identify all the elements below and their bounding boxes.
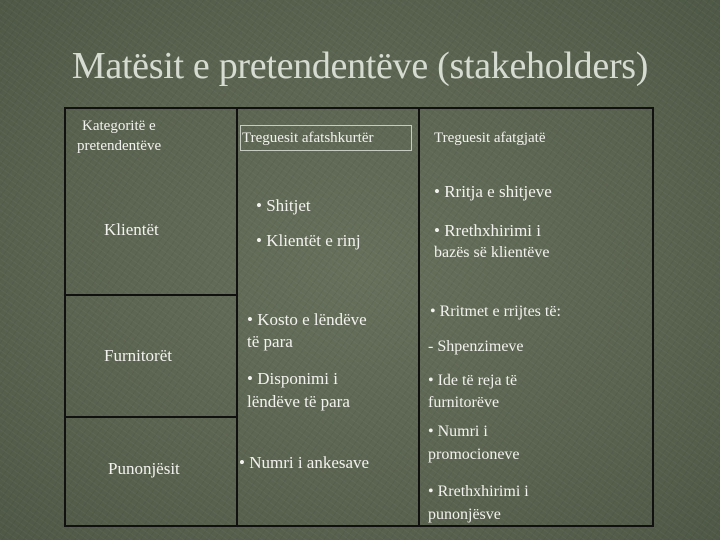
short-term-suppliers-3: • Disponimi i [247, 369, 338, 388]
long-term-employees-1: • Numri i [428, 423, 488, 440]
short-term-suppliers-2: të para [247, 332, 293, 351]
category-employees: Punonjësit [108, 459, 180, 478]
long-term-employees-3: • Rrethxhirimi i [428, 483, 529, 500]
long-term-employees-2: promocioneve [428, 446, 520, 463]
header-short-term: Treguesit afatshkurtër [242, 130, 374, 146]
column-divider-1 [236, 109, 238, 527]
category-suppliers: Furnitorët [104, 346, 172, 365]
long-term-suppliers-1: • Rritmet e rrijtes të: [430, 303, 561, 320]
column-divider-2 [418, 109, 420, 527]
long-term-suppliers-4: furnitorëve [428, 394, 500, 411]
stakeholders-table [64, 107, 654, 527]
short-term-suppliers-1: • Kosto e lëndëve [247, 310, 367, 329]
long-term-clients-3: bazës së klientëve [434, 244, 550, 261]
row-divider-2 [66, 416, 236, 418]
header-long-term: Treguesit afatgjatë [434, 130, 546, 146]
long-term-clients-1: • Rritja e shitjeve [434, 182, 552, 201]
long-term-employees-4: punonjësve [428, 506, 501, 523]
header-category-line-2: pretendentëve [77, 138, 162, 154]
long-term-clients-2: • Rrethxhirimi i [434, 221, 541, 240]
long-term-suppliers-3: • Ide të reja të [428, 372, 518, 389]
short-term-suppliers-4: lëndëve të para [247, 392, 350, 411]
slide-title: Matësit e pretendentëve (stakeholders) [71, 45, 649, 87]
short-term-clients-2: • Klientët e rinj [256, 231, 361, 250]
short-term-clients-1: • Shitjet [256, 196, 311, 215]
row-divider-1 [66, 294, 236, 296]
category-clients: Klientët [104, 220, 159, 239]
header-category-line-1: Kategoritë e [82, 118, 156, 134]
short-term-employees-1: • Numri i ankesave [239, 453, 370, 472]
long-term-suppliers-2: - Shpenzimeve [428, 338, 524, 355]
